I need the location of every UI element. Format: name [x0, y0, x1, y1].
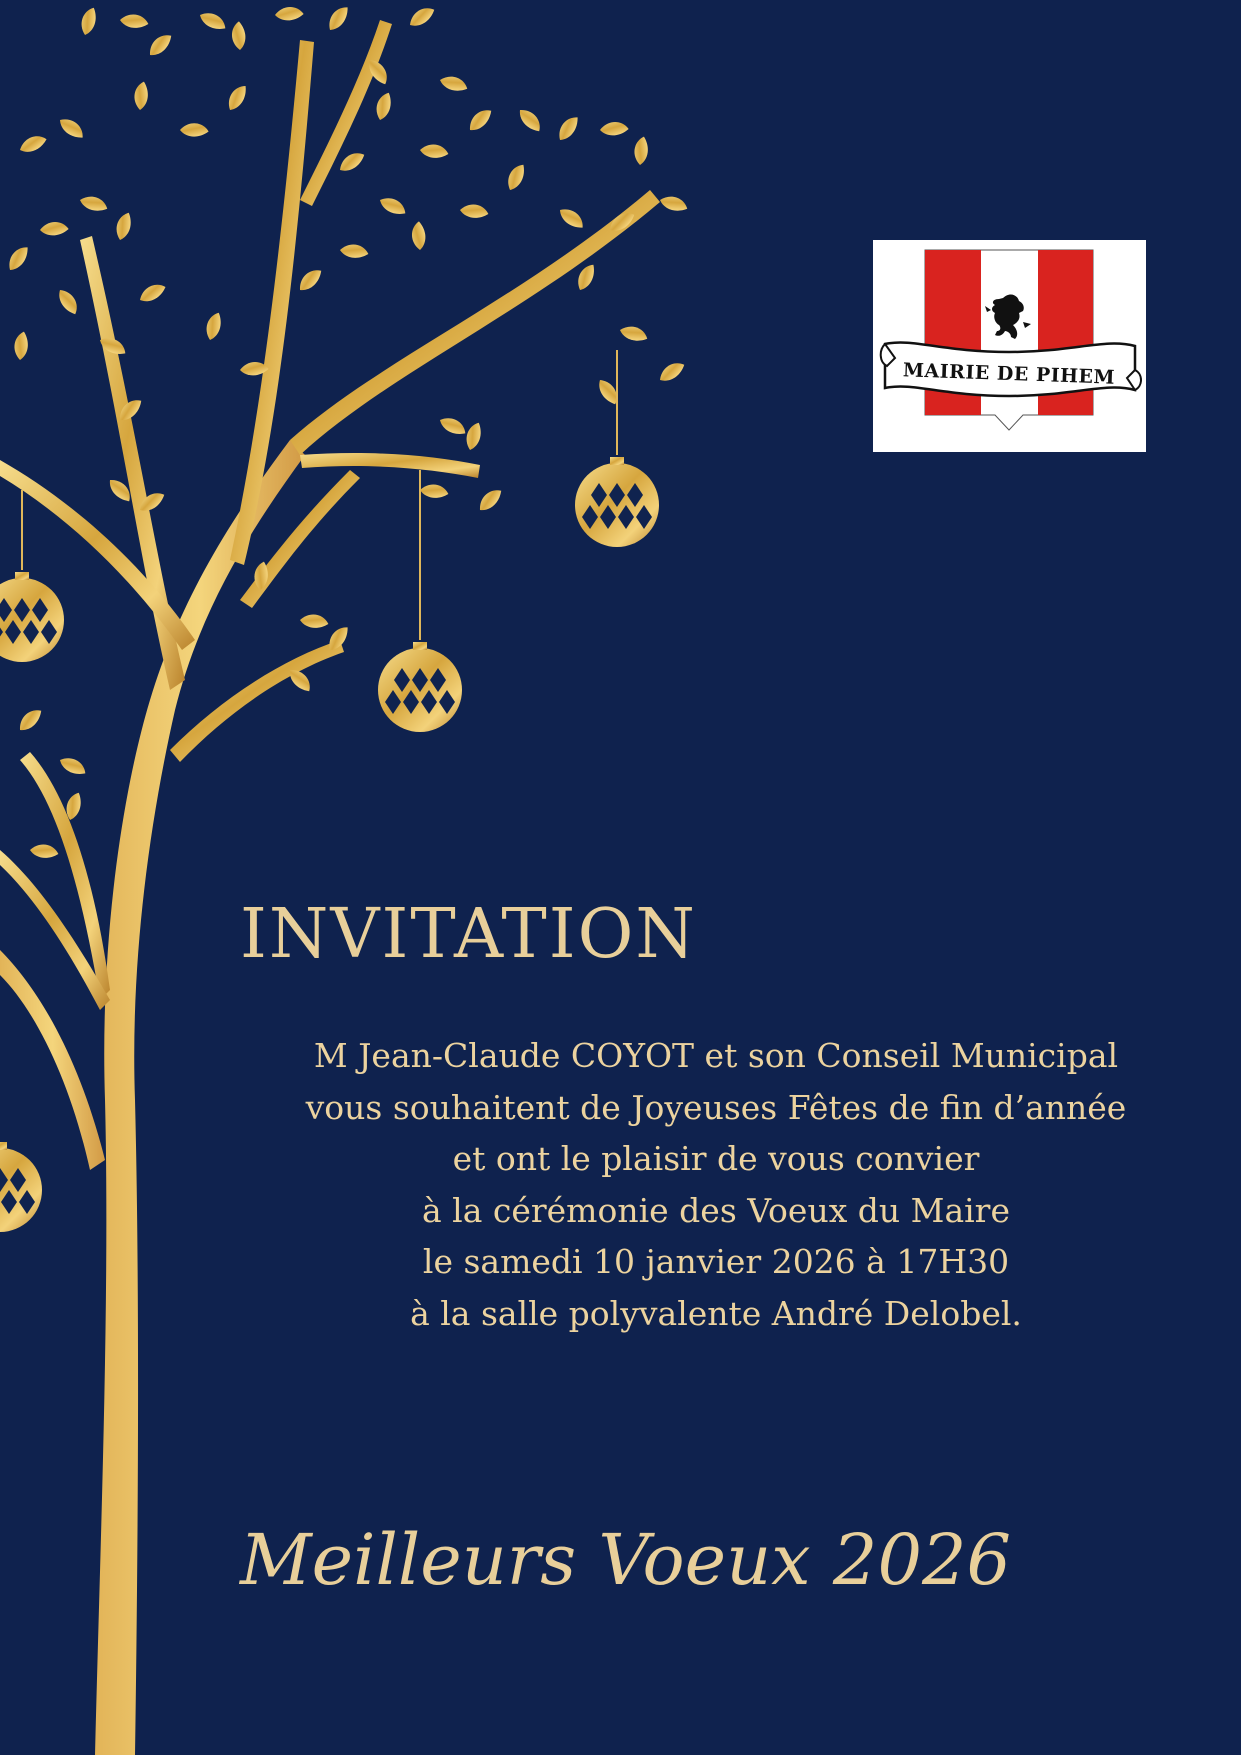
coat-of-arms-shield [925, 250, 1093, 430]
message-line: à la cérémonie des Voeux du Maire [421, 1190, 1010, 1230]
closing-greeting: Meilleurs Voeux 2026 [240, 1519, 1012, 1601]
logo-banner-text: MAIRIE DE PIHEM [902, 359, 1116, 389]
message-line: et ont le plaisir de vous convier [452, 1139, 980, 1178]
message-line: vous souhaitent de Joyeuses Fêtes de fin d’année [305, 1087, 1127, 1127]
invitation-message [226, 1030, 1206, 1339]
message-line: le samedi 10 janvier 2026 à 17H30 [422, 1242, 1010, 1281]
mairie-logo [873, 240, 1146, 452]
invitation-title: INVITATION [240, 895, 697, 974]
message-line: à la salle polyvalente André Delobel. [410, 1293, 1022, 1333]
message-line: M Jean-Claude COYOT et son Conseil Municipal [313, 1036, 1119, 1075]
